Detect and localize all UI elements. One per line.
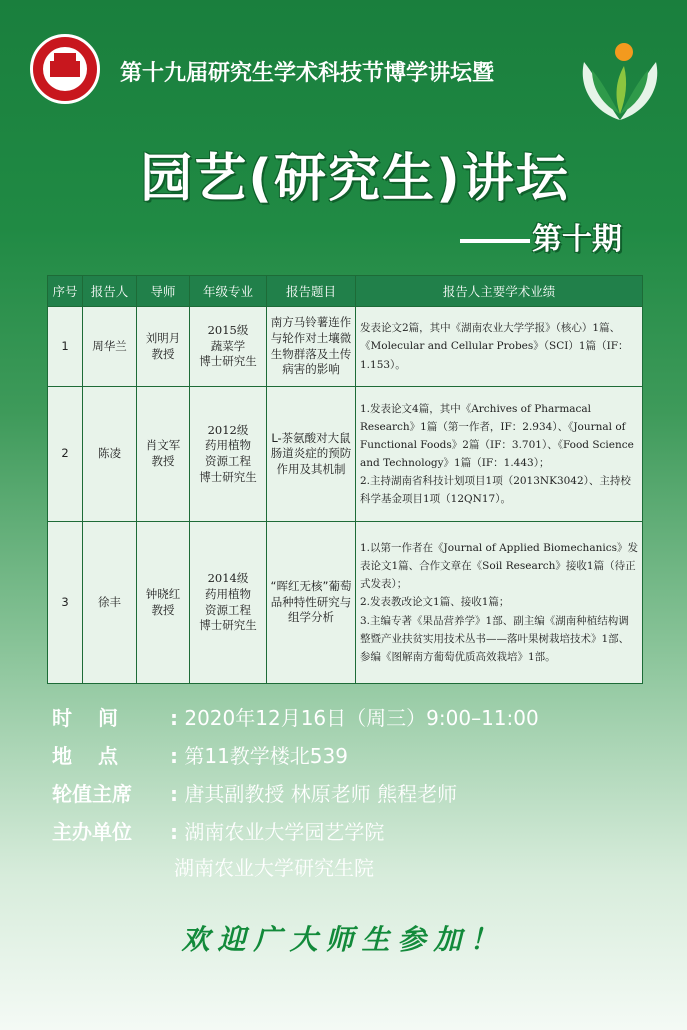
- major-line: 2012级: [207, 422, 249, 437]
- advisor-name: 肖文军: [145, 438, 181, 453]
- advisor-title: 教授: [151, 602, 175, 617]
- issue-dash: [460, 239, 530, 243]
- major-line: 2015级: [207, 323, 249, 338]
- achievement-item: 2.发表教改论文1篇、接收1篇；: [360, 596, 510, 609]
- issue-label: [460, 214, 622, 258]
- advisor-name: 刘明月: [145, 330, 181, 345]
- col-header-speaker: 报告人: [83, 276, 137, 307]
- cell-topic: 南方马铃薯连作与轮作对土壤微生物群落及土传病害的影响: [267, 307, 356, 387]
- speaker-table: [47, 275, 643, 684]
- table-row: [48, 307, 643, 387]
- advisor-title: 教授: [151, 454, 175, 468]
- major-line: 博士研究生: [199, 469, 257, 484]
- cell-achievements: [356, 387, 643, 522]
- major-line: 药用植物: [205, 586, 251, 601]
- cell-no: 1: [48, 307, 83, 387]
- achievement-item: 1.以第一作者在《Journal of Applied Biomechanics》发表论文1篇、合作文章在《Soil Research》接收1篇（待正式发表）；: [360, 542, 638, 591]
- col-header-topic: 报告题目: [267, 276, 356, 307]
- issue-text: 第十期: [532, 222, 622, 257]
- university-seal-icon: [30, 34, 100, 104]
- achievement-item: 2.主持湖南省科技计划项目1项（2013NK3042）、主持校科学基金项目1项（12QN17）。: [360, 475, 631, 506]
- major-line: 资源工程: [205, 602, 251, 617]
- major-line: 资源工程: [205, 454, 251, 468]
- organizer-row-2: [174, 852, 374, 881]
- cell-major: [190, 387, 267, 522]
- welcome-slogan: 欢迎广大师生参加！: [181, 923, 506, 956]
- chair-value: 唐其副教授 林原老师 熊程老师: [184, 782, 458, 806]
- label-colon: :: [170, 744, 178, 768]
- place-row: [52, 740, 348, 769]
- leaf-logo-icon: [574, 40, 666, 124]
- chair-label: 轮值主席: [52, 782, 132, 806]
- major-line: 药用植物: [205, 438, 251, 453]
- cell-achievements: [356, 522, 643, 684]
- organizer-label: 主办单位: [52, 820, 132, 844]
- achievement-item: 1.发表论文4篇，其中《Archives of Pharmacal Research》1篇（第一作者，IF：2.934）、《Journal of Functional Foods》2篇（IF：3.701）、《Food Science and Technology》1篇（IF：1.443）；: [360, 402, 634, 469]
- time-label: 时间: [52, 706, 144, 730]
- table-header-row: [48, 276, 643, 307]
- organizer-value-2: 湖南农业大学研究生院: [174, 856, 374, 880]
- cell-speaker: 周华兰: [83, 307, 137, 387]
- advisor-name: 钟晓红: [145, 586, 181, 601]
- chair-row: [52, 778, 457, 807]
- page-title: 园艺(研究生)讲坛: [140, 149, 570, 209]
- achievement-item: 3.主编专著《果品营养学》1部、副主编《湖南种植结构调整暨产业扶贫实用技术丛书——落叶果树栽培技术》1部、参编《图解南方葡萄优质高效栽培》1部。: [360, 614, 630, 663]
- label-colon: :: [170, 706, 178, 730]
- cell-no: 3: [48, 522, 83, 684]
- place-label: 地点: [52, 744, 144, 768]
- organizer-row: [52, 816, 384, 845]
- major-line: 博士研究生: [199, 618, 257, 633]
- cell-speaker: 陈凌: [83, 387, 137, 522]
- col-header-no: 序号: [48, 276, 83, 307]
- cell-advisor: [137, 387, 190, 522]
- major-line: 蔬菜学: [210, 338, 246, 353]
- table-row: [48, 387, 643, 522]
- place-value: 第11教学楼北539: [184, 744, 348, 768]
- col-header-advisor: 导师: [137, 276, 190, 307]
- major-line: 2014级: [207, 571, 249, 586]
- cell-advisor: [137, 522, 190, 684]
- time-row: [52, 702, 539, 731]
- cell-no: 2: [48, 387, 83, 522]
- cell-major: [190, 307, 267, 387]
- cell-major: [190, 522, 267, 684]
- time-value: 2020年12月16日（周三）9:00–11:00: [184, 706, 539, 730]
- achievement-item: 发表论文2篇，其中《湖南农业大学学报》（核心）1篇、《Molecular and Cellular Probes》（SCI）1篇（IF：1.153）。: [360, 322, 629, 371]
- major-line: 博士研究生: [199, 354, 257, 369]
- organizer-value-1: 湖南农业大学园艺学院: [184, 820, 385, 844]
- cell-topic: “晖红无核”葡萄品种特性研究与组学分析: [267, 522, 356, 684]
- cell-achievements: [356, 307, 643, 387]
- cell-topic: L-茶氨酸对大鼠肠道炎症的预防作用及其机制: [267, 387, 356, 522]
- col-header-major: 年级专业: [190, 276, 267, 307]
- label-colon: :: [170, 820, 178, 844]
- cell-advisor: [137, 307, 190, 387]
- label-colon: :: [170, 782, 178, 806]
- advisor-title: 教授: [151, 346, 175, 361]
- table-row: [48, 522, 643, 684]
- col-header-achievements: 报告人主要学术业绩: [356, 276, 643, 307]
- header-title: 第十九届研究生学术科技节博学讲坛暨: [120, 60, 495, 86]
- cell-speaker: 徐丰: [83, 522, 137, 684]
